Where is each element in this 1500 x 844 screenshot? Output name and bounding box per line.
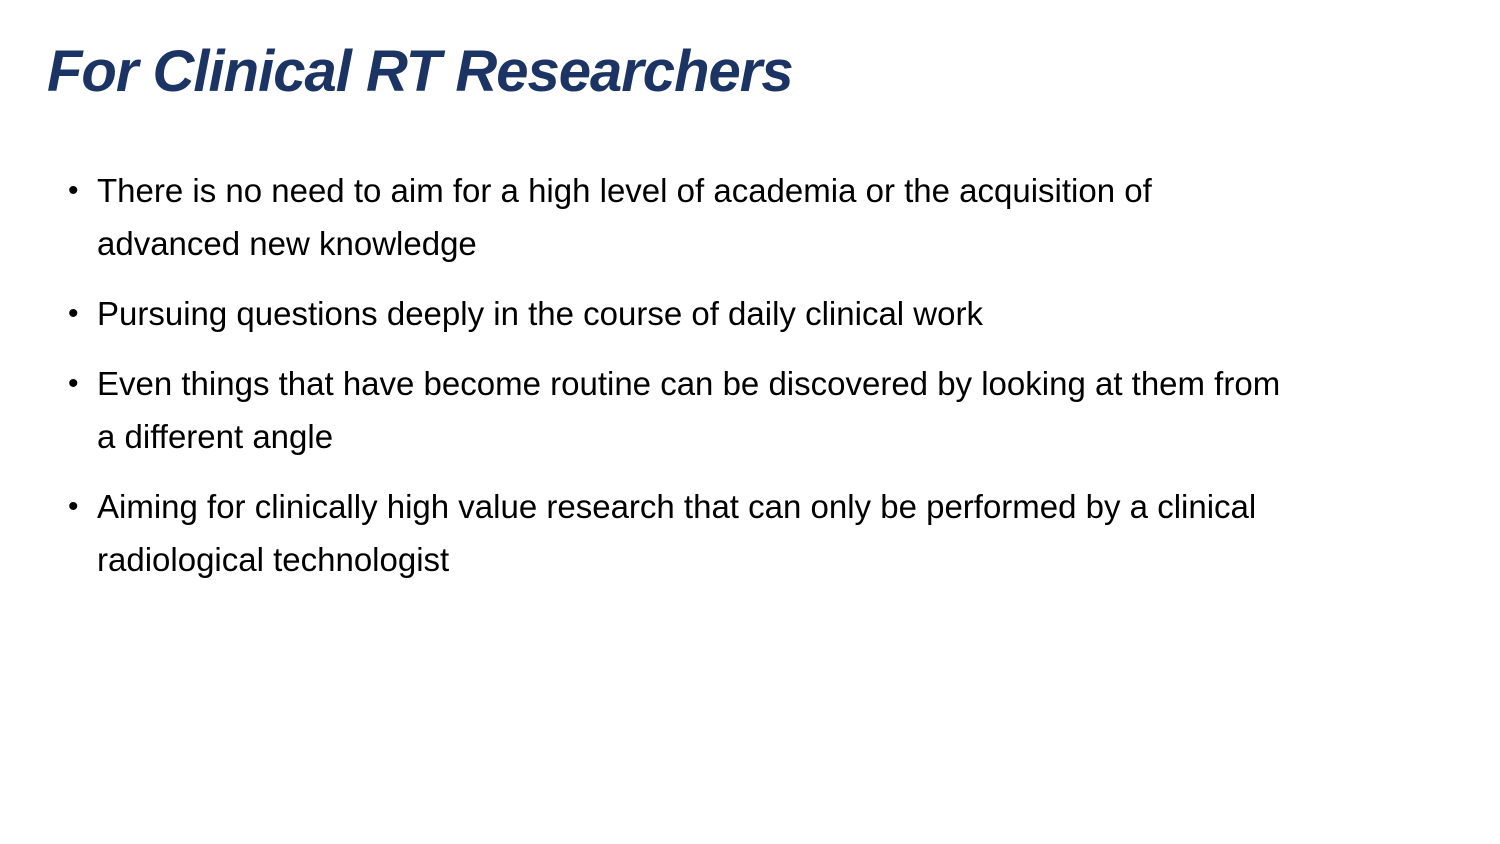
slide-title: For Clinical RT Researchers bbox=[47, 39, 793, 104]
bullet-text bbox=[97, 287, 1478, 340]
bullet-line: a different angle bbox=[97, 418, 334, 455]
bullet-line: Aiming for clinically high value research that can only be performed by a clinical bbox=[97, 488, 1257, 525]
bullet-line: There is no need to aim for a high level of academia or the acquisition of bbox=[97, 172, 1152, 209]
bullet-item bbox=[68, 480, 1478, 586]
bullet-text bbox=[97, 164, 1478, 270]
bullet-list bbox=[68, 164, 1478, 603]
bullet-line: Even things that have become routine can be discovered by looking at them from bbox=[97, 365, 1281, 402]
bullet-marker: • bbox=[68, 297, 79, 330]
bullet-marker: • bbox=[68, 490, 79, 523]
bullet-item bbox=[68, 164, 1478, 270]
bullet-item bbox=[68, 357, 1478, 463]
bullet-marker: • bbox=[68, 367, 79, 400]
bullet-text bbox=[97, 357, 1478, 463]
bullet-text bbox=[97, 480, 1478, 586]
bullet-item bbox=[68, 287, 1478, 340]
bullet-line: Pursuing questions deeply in the course of daily clinical work bbox=[97, 295, 983, 332]
bullet-line: advanced new knowledge bbox=[97, 225, 477, 262]
bullet-line: radiological technologist bbox=[97, 541, 450, 578]
bullet-marker: • bbox=[68, 174, 79, 207]
